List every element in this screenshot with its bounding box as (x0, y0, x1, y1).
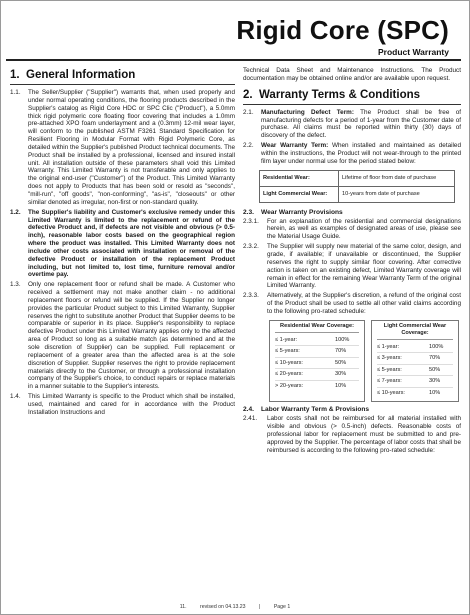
paragraph-1-2 (10, 209, 235, 280)
coverage-row (377, 376, 453, 388)
paragraph-text: For an explanation of the residential and commercial designations herein, as well as examples of designated areas of use, please see the Material Usage Guide. (267, 217, 461, 241)
paragraph-number: 2.2. (243, 142, 254, 150)
coverage-percent: 10% (429, 389, 441, 396)
paragraph-2-1 (243, 109, 461, 140)
coverage-period: ≤ 1-year: (275, 336, 298, 343)
paragraph-text: The Product shall be free of manufacturing defects for a period of 1-year from the Customer date of purchase. All claims must be reported within thirty (30) days of discovery of the defect. (261, 108, 461, 140)
paragraph-text: Labor costs shall not be reimbursed for all material installed with visible and obvious (> 0.5-inch) defects. Reasonable costs of professional labor for replacement must be submitted to and pre-approved by the Supplier. The percentage of labor costs that shall be reimbursed is according to the following pro-rated schedule: (267, 415, 461, 454)
document-title: Rigid Core (SPC) (236, 15, 449, 45)
section-2-number: 2. (243, 88, 253, 101)
residential-coverage-box (269, 320, 365, 403)
coverage-period: ≤ 5-years: (377, 366, 402, 373)
wear-period-table (259, 170, 455, 203)
coverage-percent: 100% (335, 336, 350, 343)
coverage-percent: 70% (429, 355, 441, 362)
paragraph-text: Alternatively, at the Supplier's discretion, a refund of the original cost of the Product shall be used to settle all other valid claims according to the following pro-rated schedule: (267, 292, 461, 315)
section-1-number: 1. (10, 69, 20, 81)
paragraph-number: 2.3.3. (243, 292, 259, 300)
paragraph-number: 2.3.2. (243, 243, 259, 251)
commercial-coverage-box (371, 320, 459, 403)
coverage-period: ≤ 10-years: (377, 389, 405, 396)
coverage-row (275, 346, 359, 358)
coverage-percent: 10% (335, 382, 347, 389)
commercial-coverage-heading: Light Commercial Wear Coverage: (377, 323, 453, 340)
right-column (243, 67, 461, 456)
paragraph-2-3-1 (243, 218, 461, 242)
coverage-percent: 50% (429, 366, 441, 373)
paragraph-text: When installed and maintained as detailed within the instructions, the Product will not wear-through to the printed film layer under normal use for the period stated below: (261, 142, 461, 165)
coverage-percent: 30% (335, 371, 347, 378)
section-2-heading (243, 87, 461, 105)
paragraph-1-1 (10, 89, 235, 207)
paragraph-text: The Supplier's liability and Customer's exclusive remedy under this Limited Warranty is limited to the replacement or refund of the defective Product and, if defects are not visible and obvious (> 0.5-inch), reasonable labor costs based on the geographical region where the product was installed. This Limited Warranty does not include other costs associated with installation or removal of the defective Product or installation of the replacement Product including, but not limited to, lost time, furniture removal and/or overtime pay. (28, 208, 235, 279)
paragraph-1-3 (10, 281, 235, 391)
section-1-heading (10, 67, 235, 85)
paragraph-text: This Limited Warranty is specific to the Product which shall be installed, used, maintained and cared for in accordance with the Product Installation Instructions and (28, 393, 235, 416)
subsection-2-3-heading (243, 209, 461, 216)
coverage-row (377, 353, 453, 365)
table-cell: Lifetime of floor from date of purchase (339, 170, 455, 186)
paragraph-text: Only one replacement floor or refund shall be made. A Customer who received a settlement may not make another claim - no additional replacement floors or refund will be supplied. If the Supplier no longer provides the particular Product subject to this Limited Warranty, Supplier reserves the right to substitute another Product that Supplier deems to be comparable or superior in its place. Supplier's responsibility to replace defective Product under this Limited Warranty applies only to the affected area of Product so long as a suitable match (as determined and at the sole discretion of Supplier) can be supplied. Full replacement or replacement of a greater area than the affected area is at the sole discretion of Supplier. Supplier reserves the right to provide replacement materials directly to the Customer, or through a professional installation company of the Supplier's choice, to conduct repairs or replace materials in a manner suitable to the Supplier's interests. (28, 281, 235, 391)
paragraph-lead: Wear Warranty Term: (261, 142, 329, 150)
coverage-row (275, 335, 359, 347)
footer-code: 11. (179, 604, 187, 610)
page-footer: 11. revised on 04.13.23 | Page 1 (179, 604, 291, 610)
coverage-row (377, 342, 453, 354)
paragraph-2-3-3 (243, 292, 461, 316)
coverage-percent: 50% (335, 359, 347, 366)
coverage-period: ≤ 1-year: (377, 343, 400, 350)
coverage-row (377, 388, 453, 399)
paragraph-2-3-2 (243, 243, 461, 290)
coverage-row (275, 381, 359, 392)
table-cell: Residential Wear: (260, 170, 339, 186)
coverage-period: ≤ 7-years: (377, 378, 402, 385)
paragraph-number: 2.1. (243, 108, 254, 116)
paragraph-text: The Supplier will supply new material of the same color, design, and grade, if available; if unavailable or discontinued, the Supplier reserves the right to supply similar floor covering. After corrective action is taken on an existing defect, Limited Warranty coverage will remain in effect for the remaining Wear Warranty Term of the original Limited Warranty. (267, 243, 461, 290)
subsection-number: 2.3. (243, 208, 254, 216)
coverage-period: ≤ 3-years: (377, 355, 402, 362)
paragraph-number: 1.1. (10, 89, 21, 96)
paragraph-text: The Seller/Supplier ("Supplier") warrants that, when used properly and under normal operating conditions, the flooring products described in the Supplier's catalog as Rigid Core HDC or SPC Clic ("Product"), a 5.0mm thick rigid polymeric core floating floor covering that includes a 1.0mm pre-attached XPO foam underlayment and a (0.3mm) 12-mil wear layer, will conform to the published ASTM F3261 Standard Specification for Resilient Flooring in Modular Format with Rigid Polymeric Core, as detailed within the Supplier's published Product technical documents. The Product shall be installed by a professional, licensed and insured install unit. All installation outside of these parameters shall void this Limited Warranty. This Limited Warranty is not transferable and only applies to the original end-user ("Customer") of the Product. This Limited Warranty does not apply to Products that has been sold or resold as "seconds", "mill-run", "off goods", "non-conforming", "as-is", "closeouts" or other similar denoted as irregular, non-first or non-standard quality. (28, 89, 235, 206)
table-row (260, 170, 455, 186)
coverage-period: ≤ 20-years: (275, 371, 303, 378)
paragraph-lead: Manufacturing Defect Term: (261, 108, 354, 116)
table-cell: 10-years from date of purchase (339, 186, 455, 202)
table-row (260, 186, 455, 202)
subsection-title: Wear Warranty Provisions (261, 208, 343, 216)
paragraph-1-4-continued: Technical Data Sheet and Maintenance Instructions. The Product documentation may be obtained online and/or are available upon request. (243, 67, 461, 82)
paragraph-2-4-1 (243, 415, 461, 454)
section-1-title: General Information (26, 69, 136, 81)
coverage-row (275, 369, 359, 381)
coverage-period: > 20-years: (275, 382, 304, 389)
subsection-2-4-heading (243, 406, 461, 413)
table-cell: Light Commercial Wear: (260, 186, 339, 202)
subsection-title: Labor Warranty Term & Provisions (261, 406, 370, 414)
coverage-percent: 100% (429, 343, 444, 350)
coverage-percent: 70% (335, 348, 347, 355)
footer-page-number: Page 1 (273, 604, 291, 610)
prorated-schedule (269, 320, 461, 403)
left-column (10, 67, 235, 419)
paragraph-number: 2.3.1. (243, 217, 259, 225)
coverage-percent: 30% (429, 378, 441, 385)
paragraph-number: 1.3. (10, 281, 21, 289)
subsection-number: 2.4. (243, 406, 254, 414)
document-subtitle: Product Warranty (377, 47, 449, 57)
section-2-title: Warranty Terms & Conditions (259, 88, 421, 101)
coverage-period: ≤ 10-years: (275, 359, 303, 366)
paragraph-number: 1.2. (10, 208, 21, 216)
footer-revised: revised on 04.13.23 (199, 604, 246, 610)
paragraph-2-2 (243, 142, 461, 166)
residential-coverage-heading: Residential Wear Coverage: (275, 323, 359, 333)
header-divider (6, 59, 461, 61)
coverage-period: ≤ 5-years: (275, 348, 300, 355)
coverage-row (275, 358, 359, 370)
coverage-row (377, 365, 453, 377)
paragraph-number: 1.4. (10, 393, 21, 401)
paragraph-number: 2.41. (243, 415, 258, 423)
paragraph-1-4 (10, 393, 235, 417)
